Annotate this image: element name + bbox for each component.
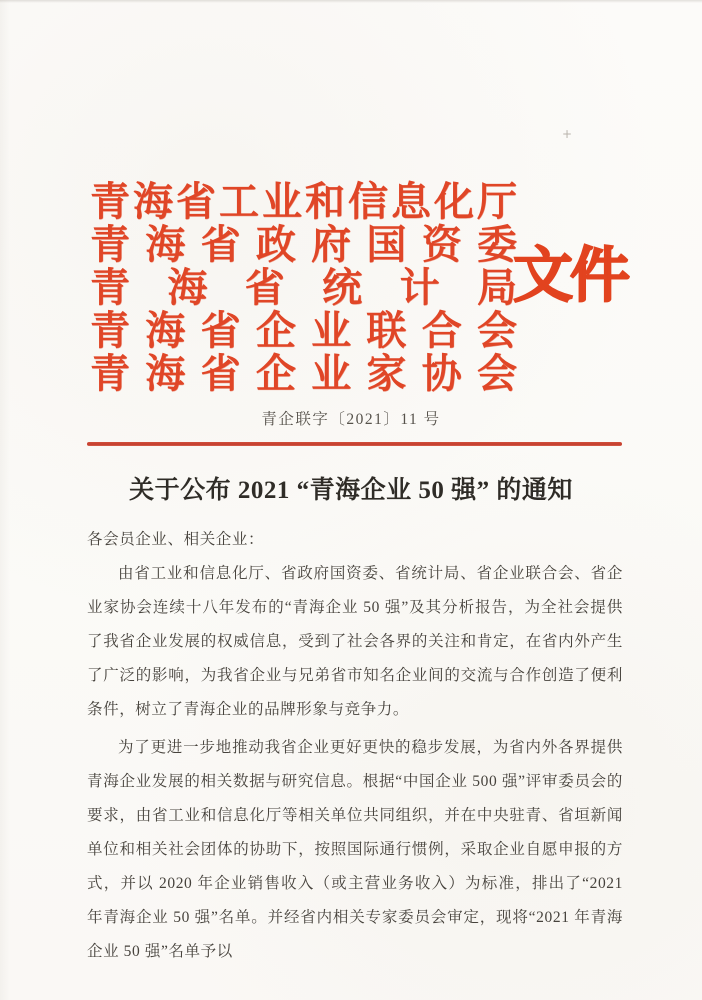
letterhead-document-word: 文件 [513,243,627,309]
red-divider-line [87,442,622,446]
letterhead-org-line-5: 青 海 省 企 业 家 协 会 [90,351,517,396]
letterhead [90,177,517,396]
document-number: 青企联字〔2021〕11 号 [261,411,441,428]
letterhead-org-line-4: 青 海 省 企 业 联 合 会 [90,308,517,353]
document-body [87,523,623,969]
body-paragraph-2: 为了更进一步地推动我省企业更好更快的稳步发展，为省内外各界提供青海企业发展的相关数据与研究信息。根据“中国企业 500 强”评审委员会的要求，由省工业和信息化厅等相关单位共同组织，并在中央驻青、省垣新闻单位和相关社会团体的协助下，按照国际通行惯例，采取企业自愿申报的方式，并以 2020 年企业销售收入（或主营业务收入）为标准，排出了“2021 年青海企业 50 强”名单。并经省内相关专家委员会审定，现将“2021 年青海企业 50 强”名单予以 [87,739,623,960]
scan-registration-mark: + [562,127,573,141]
letterhead-org-line-3: 青 海 省 统 计 局 [90,265,517,310]
letterhead-org-line-2: 青 海 省 政 府 国 资 委 [90,222,517,267]
document-title: 关于公布 2021 “青海企业 50 强” 的通知 [129,477,573,504]
salutation: 各会员企业、相关企业： [87,531,265,548]
letterhead-org-line-1: 青 海 省 工 业 和 信 息 化 厅 [90,179,517,224]
body-paragraph-1: 由省工业和信息化厅、省政府国资委、省统计局、省企业联合会、省企业家协会连续十八年发布的“青海企业 50 强”及其分析报告，为全社会提供了我省企业发展的权威信息，受到了社会各界的关注和肯定，在省内外产生了广泛的影响，为我省企业与兄弟省市知名企业间的交流与合作创造了便利条件，树立了青海企业的品牌形象与竞争力。 [87,565,623,718]
